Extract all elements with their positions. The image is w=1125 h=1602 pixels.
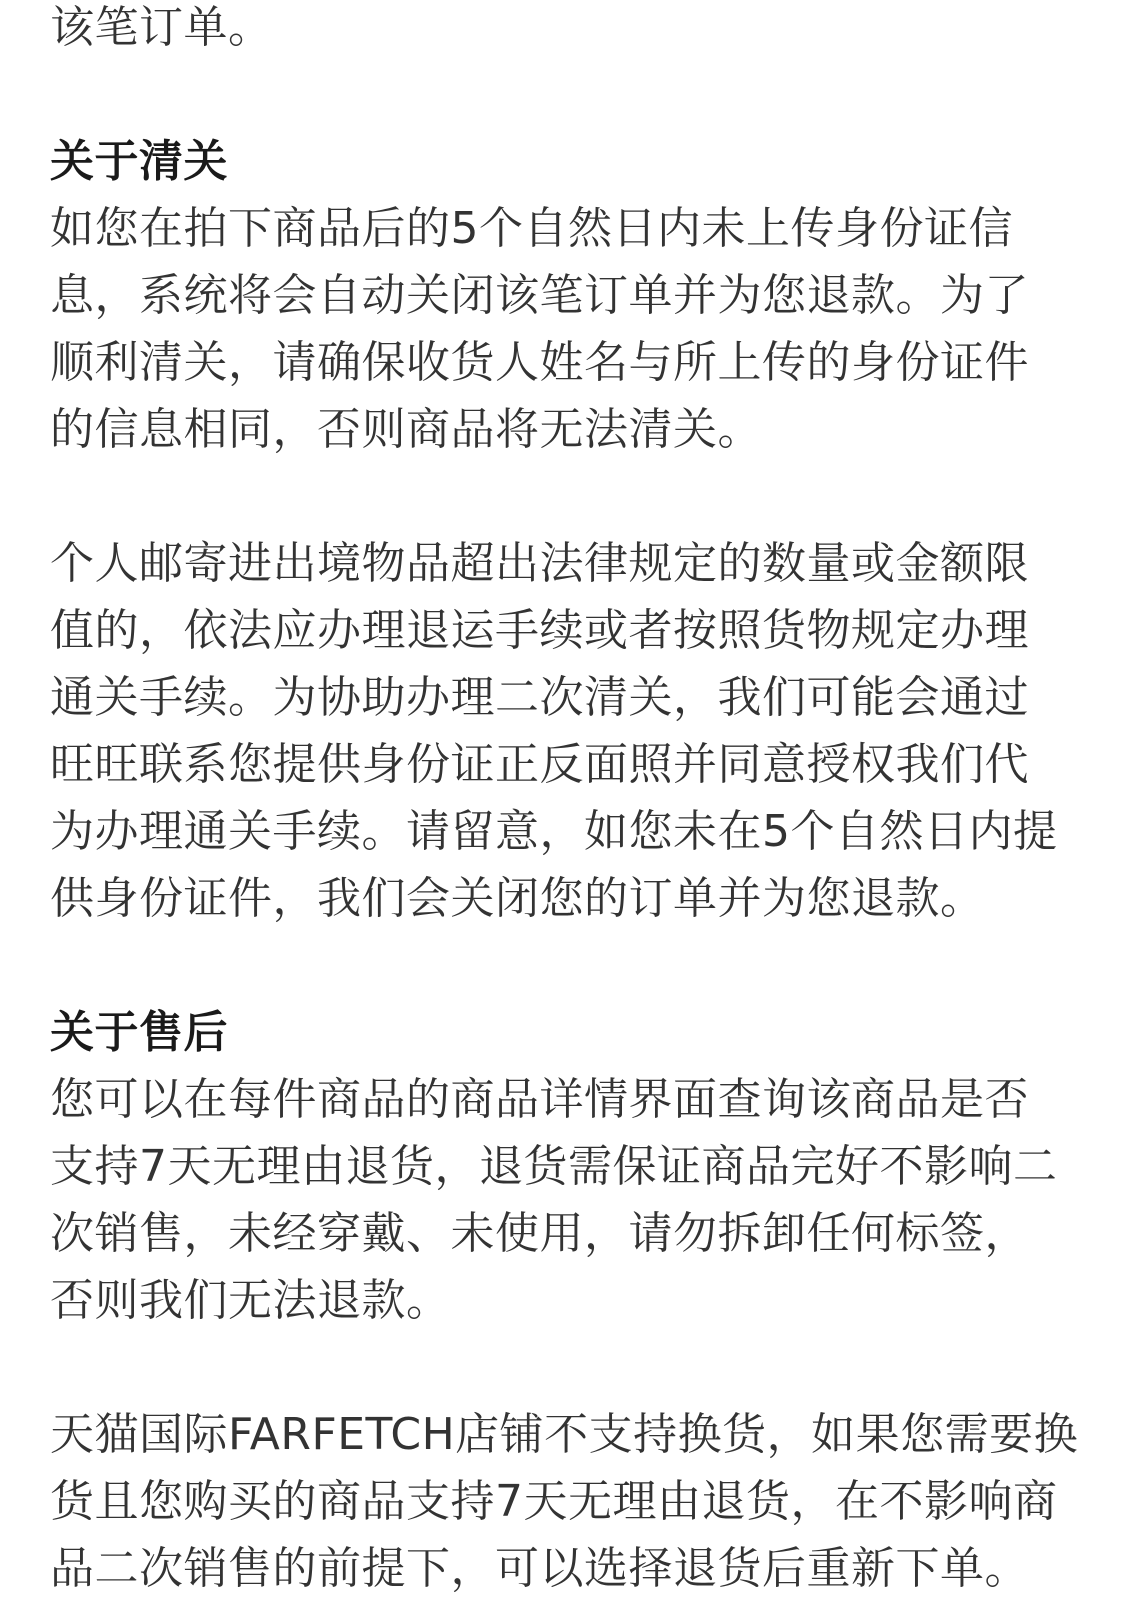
after-sales-paragraph-2-line: 品二次销售的前提下，可以选择退货后重新下单。 (50, 1543, 1029, 1594)
after-sales-paragraph-1-line: 您可以在每件商品的商品详情界面查询该商品是否 (50, 1074, 1029, 1125)
customs-heading: 关于清关 (50, 136, 228, 187)
customs-paragraph-1-line: 如您在拍下商品后的5个自然日内未上传身份证信 (50, 203, 1013, 254)
customs-paragraph-1-line: 顺利清关，请确保收货人姓名与所上传的身份证件 (50, 337, 1029, 388)
intro-tail-text: 该笔订单。 (50, 2, 273, 53)
customs-paragraph-1-line: 的信息相同，否则商品将无法清关。 (50, 404, 762, 455)
policy-article (50, 0, 1080, 1602)
customs-paragraph-2-line: 为办理通关手续。请留意，如您未在5个自然日内提 (50, 806, 1058, 857)
after-sales-paragraph-2-line: 货且您购买的商品支持7天无理由退货，在不影响商 (50, 1476, 1058, 1527)
paragraph-spacer (50, 463, 1080, 530)
customs-paragraph-2-line: 个人邮寄进出境物品超出法律规定的数量或金额限 (50, 538, 1029, 589)
after-sales-heading: 关于售后 (50, 1007, 228, 1058)
section-spacer (50, 61, 1080, 128)
customs-paragraph-2-line: 旺旺联系您提供身份证正反面照并同意授权我们代 (50, 739, 1029, 790)
customs-paragraph-2-line: 通关手续。为协助办理二次清关，我们可能会通过 (50, 672, 1029, 723)
after-sales-paragraph-2-line: 天猫国际FARFETCH店铺不支持换货，如果您需要换 (50, 1409, 1079, 1460)
paragraph-spacer (50, 1334, 1080, 1401)
customs-paragraph-2-line: 值的，依法应办理退运手续或者按照货物规定办理 (50, 605, 1029, 656)
section-spacer (50, 932, 1080, 999)
customs-paragraph-1-line: 息，系统将会自动关闭该笔订单并为您退款。为了 (50, 270, 1029, 321)
customs-paragraph-2-line: 供身份证件，我们会关闭您的订单并为您退款。 (50, 873, 985, 924)
after-sales-paragraph-1-line: 支持7天无理由退货，退货需保证商品完好不影响二 (50, 1141, 1058, 1192)
after-sales-paragraph-1-line: 次销售，未经穿戴、未使用，请勿拆卸任何标签， (50, 1208, 1029, 1259)
after-sales-paragraph-1-line: 否则我们无法退款。 (50, 1275, 451, 1326)
